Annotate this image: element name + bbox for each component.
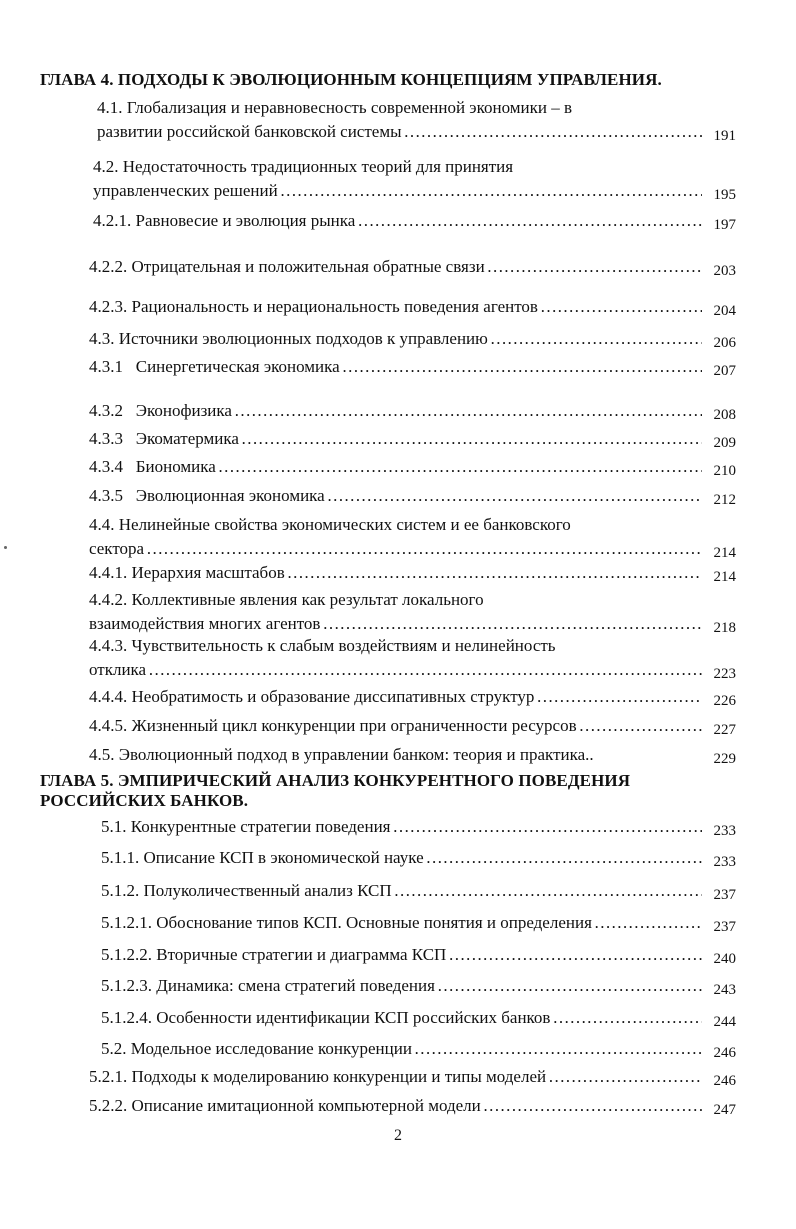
toc-entry-page: 191: [713, 128, 736, 144]
toc-entry-page: 233: [713, 854, 736, 870]
leader-dots: [414, 1037, 702, 1061]
toc-entry[interactable]: [89, 588, 736, 637]
toc-entry-title: 4.4.5. Жизненный цикл конкуренции при ограниченности ресурсов: [89, 716, 577, 735]
leader-dots: [579, 714, 702, 738]
toc-entry-title: 4.3.4 Биономика: [89, 457, 216, 476]
toc-entry[interactable]: [101, 943, 736, 968]
toc-entry[interactable]: [97, 96, 736, 145]
leader-dots: [342, 355, 702, 379]
toc-entry-page: 229: [713, 751, 736, 767]
leader-dots: [594, 911, 702, 935]
toc-entry-title: 4.2. Недостаточность традиционных теорий для принятия: [93, 157, 514, 176]
toc-entry[interactable]: [89, 714, 736, 739]
toc-entry-page: 246: [713, 1073, 736, 1089]
chapter-4-title: ГЛАВА 4. ПОДХОДЫ К ЭВОЛЮЦИОННЫМ КОНЦЕПЦИЯМ УПРАВЛЕНИЯ.: [40, 70, 662, 89]
toc-entry-title: 5.1.2. Полуколичественный анализ КСП: [101, 881, 392, 900]
toc-entry-page: 233: [713, 823, 736, 839]
toc-entry-title: 4.5. Эволюционный подход в управлении банком: теория и практика..: [89, 745, 594, 764]
leader-dots: [448, 943, 702, 967]
toc-entry-title: 4.1. Глобализация и неравновесность современной экономики – в: [97, 98, 573, 117]
toc-entry-page: 214: [713, 569, 736, 585]
leader-dots: [327, 484, 702, 508]
toc-entry-title: 5.1.1. Описание КСП в экономической науке: [101, 848, 424, 867]
toc-entry[interactable]: [89, 327, 736, 352]
toc-entry-page: 227: [713, 722, 736, 738]
page-number: 2: [394, 1127, 402, 1144]
toc-entry-page: 210: [713, 463, 736, 479]
toc-entry-page: 197: [713, 217, 736, 233]
chapter-5-title: [40, 771, 630, 811]
toc-entry-page: 244: [713, 1014, 736, 1030]
toc-entry-page: 223: [713, 666, 736, 682]
leader-dots: [536, 685, 702, 709]
toc-entry[interactable]: [89, 743, 736, 768]
leader-dots: [540, 295, 702, 319]
toc-entry-page: 206: [713, 335, 736, 351]
toc-entry-title: взаимодействия многих агентов: [89, 614, 321, 633]
toc-entry-title: 5.2.2. Описание имитационной компьютерной модели: [89, 1096, 481, 1115]
toc-entry[interactable]: [101, 846, 736, 871]
leader-dots: [148, 658, 702, 682]
leader-dots: [322, 612, 702, 636]
toc-entry-title: 5.2.1. Подходы к моделированию конкуренции и типы моделей: [89, 1067, 547, 1086]
toc-entry[interactable]: [89, 1094, 736, 1119]
toc-entry-title: управленческих решений: [93, 181, 278, 200]
toc-entry-title: 4.4.1. Иерархия масштабов: [89, 563, 285, 582]
toc-entry[interactable]: [101, 815, 736, 840]
toc-entry-title: 4.3.1 Синергетическая экономика: [89, 357, 340, 376]
leader-dots: [287, 561, 702, 585]
toc-entry-page: 243: [713, 982, 736, 998]
leader-dots: [548, 1065, 702, 1089]
toc-entry-page: 195: [713, 187, 736, 203]
leader-dots: [218, 455, 702, 479]
toc-entry[interactable]: [89, 399, 736, 424]
toc-entry-title: 5.1.2.3. Динамика: смена стратегий поведения: [101, 976, 435, 995]
toc-entry-title: 4.2.3. Рациональность и нерациональность поведения агентов: [89, 297, 538, 316]
toc-entry-page: 207: [713, 363, 736, 379]
toc-entry-title: 4.4.3. Чувствительность к слабым воздействиям и нелинейность: [89, 636, 556, 655]
toc-entry-page: 208: [713, 407, 736, 423]
chapter-5-title-line2: РОССИЙСКИХ БАНКОВ.: [40, 791, 249, 810]
toc-entry[interactable]: [101, 1006, 736, 1031]
toc-entry-title: 4.2.1. Равновесие и эволюция рынка: [93, 211, 356, 230]
leader-dots: [483, 1094, 702, 1118]
toc-entry-page: 237: [713, 919, 736, 935]
toc-entry-title: 4.3.5 Эволюционная экономика: [89, 486, 325, 505]
toc-entry[interactable]: [89, 427, 736, 452]
toc-entry-title: 5.1.2.2. Вторичные стратегии и диаграмма КСП: [101, 945, 447, 964]
leader-dots: [552, 1006, 702, 1030]
toc-entry[interactable]: [101, 974, 736, 999]
toc-entry[interactable]: [89, 484, 736, 509]
toc-entry[interactable]: [93, 155, 736, 204]
leader-dots: [426, 846, 702, 870]
toc-entry-title: 5.1. Конкурентные стратегии поведения: [101, 817, 391, 836]
chapter-5-title-line1: ГЛАВА 5. ЭМПИРИЧЕСКИЙ АНАЛИЗ КОНКУРЕНТНОГО ПОВЕДЕНИЯ: [40, 771, 631, 790]
toc-entry-title: 4.3. Источники эволюционных подходов к управлению: [89, 329, 488, 348]
toc-entry[interactable]: [89, 561, 736, 586]
toc-entry-title: 4.4. Нелинейные свойства экономических систем и ее банковского: [89, 515, 571, 534]
toc-entry-page: 209: [713, 435, 736, 451]
toc-entry-title: сектора: [89, 539, 145, 558]
toc-entry-title: 5.1.2.1. Обоснование типов КСП. Основные понятия и определения: [101, 913, 592, 932]
toc-entry-page: 240: [713, 951, 736, 967]
toc-entry[interactable]: [89, 1065, 736, 1090]
toc-entry-title: 4.3.2 Эконофизика: [89, 401, 232, 420]
toc-entry[interactable]: [101, 879, 736, 904]
toc-entry[interactable]: [93, 209, 736, 234]
toc-entry-title: 5.1.2.4. Особенности идентификации КСП российских банков: [101, 1008, 551, 1027]
toc-entry[interactable]: [89, 455, 736, 480]
leader-dots: [280, 179, 702, 203]
toc-entry-page: 203: [713, 263, 736, 279]
toc-entry-page: 237: [713, 887, 736, 903]
toc-entry-page: 204: [713, 303, 736, 319]
toc-entry[interactable]: [101, 911, 736, 936]
toc-entry-title: 5.2. Модельное исследование конкуренции: [101, 1039, 412, 1058]
toc-entry-title: 4.3.3 Экоматермика: [89, 429, 239, 448]
leader-dots: [404, 120, 702, 144]
toc-entry-page: 214: [713, 545, 736, 561]
toc-entry-title: 4.2.2. Отрицательная и положительная обратные связи: [89, 257, 485, 276]
toc-entry-page: 247: [713, 1102, 736, 1118]
toc-entry-page: 218: [713, 620, 736, 636]
toc-entry[interactable]: [101, 1037, 736, 1062]
leader-dots: [234, 399, 702, 423]
leader-dots: [357, 209, 702, 233]
leader-dots: [487, 255, 702, 279]
toc-entry[interactable]: [89, 634, 736, 683]
toc-entry[interactable]: [89, 255, 736, 280]
leader-dots: [490, 327, 702, 351]
leader-dots: [437, 974, 702, 998]
toc-entry-title: развитии российской банковской системы: [97, 122, 402, 141]
toc-entry-title: 4.4.2. Коллективные явления как результат локального: [89, 590, 484, 609]
toc-entry[interactable]: [89, 295, 736, 320]
toc-entry-page: 226: [713, 693, 736, 709]
toc-entry[interactable]: [89, 355, 736, 380]
margin-mark: [4, 546, 7, 549]
leader-dots: [392, 815, 702, 839]
toc-entry[interactable]: [89, 685, 736, 710]
toc-entry[interactable]: [89, 513, 736, 562]
leader-dots: [146, 537, 702, 561]
toc-entry-page: 212: [713, 492, 736, 508]
toc-entry-page: 246: [713, 1045, 736, 1061]
leader-dots: [394, 879, 702, 903]
leader-dots: [241, 427, 702, 451]
toc-entry-title: отклика: [89, 660, 147, 679]
toc-entry-title: 4.4.4. Необратимость и образование диссипативных структур: [89, 687, 535, 706]
